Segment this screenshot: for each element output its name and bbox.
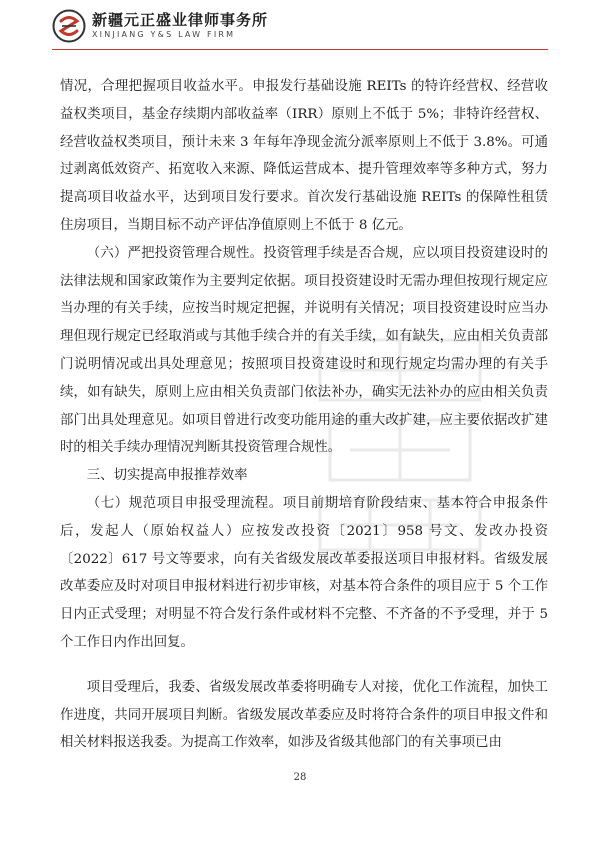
firm-name-en: XINJIANG Y&S LAW FIRM [92, 30, 236, 39]
header-rule [52, 49, 548, 50]
paragraph-section-7: （七）规范项目申报受理流程。项目前期培育阶段结束、基本符合申报条件后，发起人（原始权益人）应按发改投资〔2021〕958 号文、发改办投资〔2022〕617 号文等要求，向有关省级发展改革委报送项目申报材料。省级发展改革委应及时对项目申报材料进行初步审核，对基本符合条件的项目应于 5 个工作日内正式受理；对明显不符合发行条件或材料不完整、不齐备的不予受理，并于 5 个工作日内作出回复。 [60, 495, 548, 650]
page-number: 28 [293, 772, 307, 783]
section-heading-3: 三、切实提高申报推荐效率 [86, 468, 248, 484]
firm-name [92, 13, 268, 39]
page-header [52, 6, 548, 46]
paragraph-section-6: （六）严把投资管理合规性。投资管理手续是否合规，应以项目投资建设时的法律法规和国家政策作为主要判定依据。项目投资建设时无需办理但按现行规定应当办理的有关手续，应按当时规定把握，并说明有关情况；项目投资建设时应当办理但现行规定已经取消或与其他手续合并的有关手续，如有缺失，应由相关负责部门说明情况或出具处理意见；按照项目投资建设时和现行规定均需办理的有关手续，如有缺失，原则上应由相关负责部门依法补办，确实无法补办的应由相关负责部门出具处理意见。如项目曾进行改变功能用途的重大改扩建，应主要依据改扩建时的相关手续办理情况判断其投资管理合规性。 [60, 245, 548, 456]
firm-name-cn: 新疆元正盛业律师事务所 [92, 11, 269, 29]
paragraph-after-acceptance: 项目受理后，我委、省级发展改革委将明确专人对接，优化工作流程，加快工作进度，共同开展项目判断。省级发展改革委应及时将符合条件的项目申报文件和相关材料报送我委。为提高工作效率，如涉及省级其他部门的有关事项已由 [60, 679, 548, 751]
firm-logo-icon [52, 9, 86, 43]
paragraph-continuation: 情况，合理把握项目收益水平。申报发行基础设施 REITs 的特许经营权、经营收益权类项目，基金存续期内部收益率（IRR）原则上不低于 5%；非特许经营权、经营收益权类项目，预计未来 3 年每年净现金流分派率原则上不低于 3.8%。可通过剥离低效资产、拓宽收入来源、降低运营成本、提升管理效率等多种方式，努力提高项目收益水平，达到项目发行要求。首次发行基础设施 REITs 的保障性租赁住房项目，当期目标不动产评估净值原则上不低于 8 亿元。 [60, 79, 548, 233]
document-body [60, 73, 548, 757]
